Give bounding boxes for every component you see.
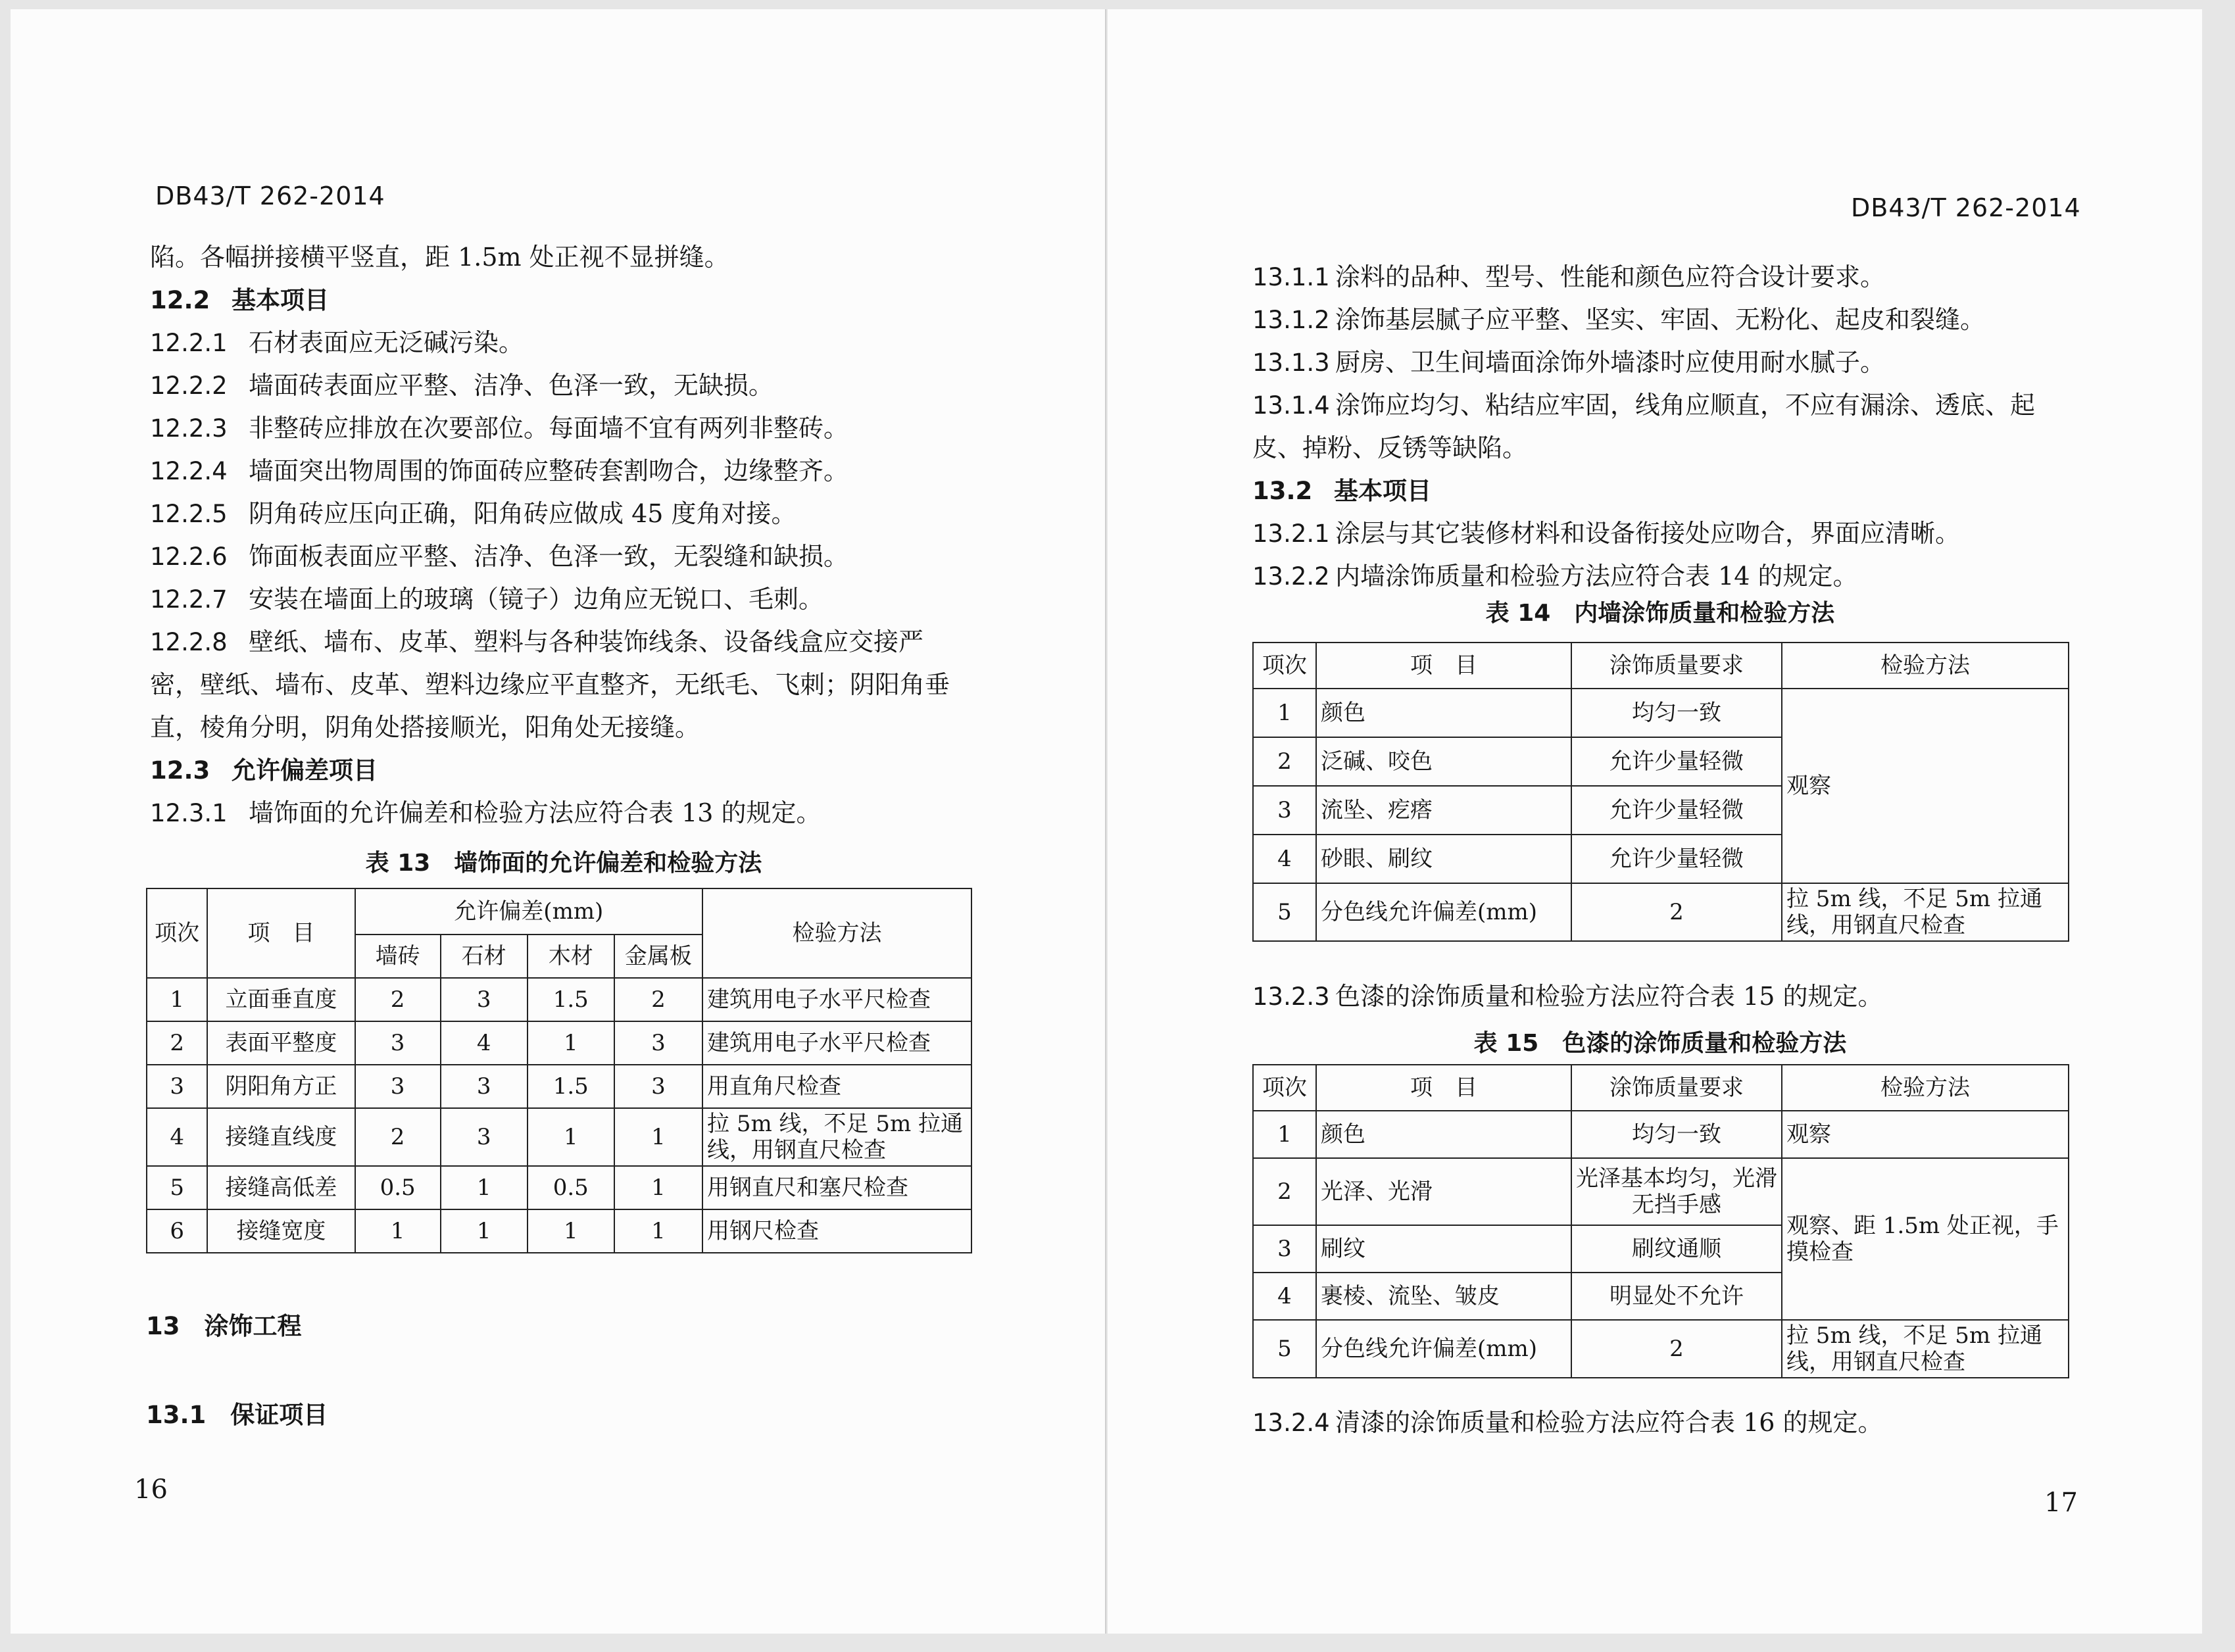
table13-cell: 4 [147, 1108, 207, 1166]
text-line [150, 539, 848, 575]
table-row [147, 1209, 971, 1253]
table13-cell: 3 [614, 1021, 702, 1065]
table14-cell: 允许少量轻微 [1571, 737, 1782, 786]
table13 [146, 888, 972, 1253]
page-header: DB43/T 262-2014 [155, 182, 385, 210]
clause-number: 12.2.1 [150, 329, 228, 357]
page-number: 17 [2044, 1488, 2078, 1518]
table13-cell: 用钢直尺和塞尺检查 [702, 1166, 971, 1209]
table13-cell: 3 [355, 1021, 441, 1065]
table14-cell: 流坠、疙瘩 [1316, 786, 1571, 835]
table15-method-line: 拉 5m 线，不足 5m 拉通线，用钢直尺检查 [1782, 1320, 2069, 1378]
table-row [147, 1021, 971, 1065]
clause-number: 12.2 [150, 286, 210, 314]
table13-cell: 1.5 [528, 978, 614, 1021]
section-13-1-heading: 13.1 保证项目 [146, 1401, 328, 1429]
table14-cell: 颜色 [1316, 689, 1571, 737]
table14-header: 项 目 [1316, 643, 1571, 689]
left-page [11, 9, 1106, 1634]
clause-number: 13.1.1 [1252, 263, 1330, 291]
clause-text: 阴角砖应压向正确，阳角砖应做成 45 度角对接。 [249, 499, 797, 528]
section-heading: 允许偏差项目 [232, 756, 378, 785]
table14-cell: 4 [1253, 835, 1316, 883]
table13-cell: 阴阳角方正 [207, 1065, 355, 1108]
table14-cell: 3 [1253, 786, 1316, 835]
clause-text: 涂饰应均匀、粘结应牢固，线角应顺直，不应有漏涂、透底、起 [1335, 391, 2036, 420]
text-line [150, 239, 729, 275]
table14-header: 检验方法 [1782, 643, 2069, 689]
table-row [147, 1108, 971, 1166]
table15-cell: 2 [1571, 1320, 1782, 1378]
table13-cell: 接缝宽度 [207, 1209, 355, 1253]
table13-cell: 3 [441, 1065, 528, 1108]
table15-cell: 颜色 [1316, 1111, 1571, 1158]
clause-number: 13.2 [1252, 477, 1313, 505]
table13-cell: 用直角尺检查 [702, 1065, 971, 1108]
table13-cell: 建筑用电子水平尺检查 [702, 1021, 971, 1065]
clause-text: 直，棱角分明，阴角处搭接顺光，阳角处无接缝。 [150, 713, 700, 742]
right-page [1108, 9, 2202, 1634]
clause-text: 墙面砖表面应平整、洁净、色泽一致，无缺损。 [249, 371, 774, 400]
clause-number: 13.1.4 [1252, 391, 1330, 420]
clause-text: 墙饰面的允许偏差和检验方法应符合表 13 的规定。 [249, 798, 822, 827]
clause-number: 13.2.1 [1252, 520, 1330, 548]
table13-cell: 1 [441, 1166, 528, 1209]
table13-cell: 2 [147, 1021, 207, 1065]
text-line [1252, 387, 2035, 424]
table13-cell: 2 [355, 978, 441, 1021]
clause-number: 12.2.4 [150, 457, 228, 485]
text-line [150, 710, 700, 745]
table15-header: 检验方法 [1782, 1065, 2069, 1111]
table13-caption: 表 13 墙饰面的允许偏差和检验方法 [365, 850, 762, 877]
table13-cell: 立面垂直度 [207, 978, 355, 1021]
table14-cell: 1 [1253, 689, 1316, 737]
table13-subheader: 金属板 [614, 935, 702, 978]
table14-caption: 表 14 内墙涂饰质量和检验方法 [1485, 600, 1835, 627]
clause-number: 13.1.2 [1252, 306, 1330, 334]
table14-cell: 砂眼、刷纹 [1316, 835, 1571, 883]
table13-cell: 1 [355, 1209, 441, 1253]
table13-header-deviation: 允许偏差(mm) [355, 888, 702, 935]
table14-method-line: 拉 5m 线，不足 5m 拉通线，用钢直尺检查 [1782, 883, 2069, 941]
clause-text: 陷。各幅拼接横平竖直，距 1.5m 处正视不显拼缝。 [150, 243, 729, 272]
clause-text: 密，壁纸、墙布、皮革、塑料边缘应平直整齐，无纸毛、飞刺；阴阳角垂 [150, 670, 950, 699]
clause-text: 石材表面应无泛碱污染。 [249, 328, 524, 357]
clause-number: 13.1.3 [1252, 349, 1330, 377]
table13-cell: 接缝高低差 [207, 1166, 355, 1209]
clause-number: 13.2.3 [1252, 983, 1330, 1011]
table14-cell: 2 [1253, 737, 1316, 786]
table13-cell: 1 [614, 1166, 702, 1209]
table15-cell: 光泽、光滑 [1316, 1158, 1571, 1225]
table14-cell: 允许少量轻微 [1571, 835, 1782, 883]
text-line [150, 368, 774, 404]
clause-number: 13.2.4 [1252, 1409, 1330, 1437]
clause-number: 12.2.8 [150, 628, 228, 656]
clause-number: 12.3.1 [150, 799, 228, 827]
table15-cell: 3 [1253, 1225, 1316, 1273]
table-row [147, 1065, 971, 1108]
table13-cell: 3 [441, 978, 528, 1021]
table13-cell: 6 [147, 1209, 207, 1253]
table13-subheader: 墙砖 [355, 935, 441, 978]
clause-number: 12.2.7 [150, 585, 228, 614]
table13-cell: 1.5 [528, 1065, 614, 1108]
text-line [150, 453, 848, 489]
clause-text: 墙面突出物周围的饰面砖应整砖套割吻合，边缘整齐。 [249, 456, 849, 485]
table15-cell: 均匀一致 [1571, 1111, 1782, 1158]
table15 [1252, 1064, 2069, 1378]
table14 [1252, 642, 2069, 942]
table15-method-observe-touch: 观察、距 1.5m 处正视，手摸检查 [1782, 1158, 2069, 1320]
clause-text: 壁纸、墙布、皮革、塑料与各种装饰线条、设备线盒应交接严 [249, 627, 924, 656]
table14-cell: 2 [1571, 883, 1782, 941]
table13-cell: 1 [147, 978, 207, 1021]
section-heading: 基本项目 [1334, 477, 1431, 505]
clause-text: 安装在墙面上的玻璃（镜子）边角应无锐口、毛刺。 [249, 585, 824, 614]
table13-header-item: 项 目 [207, 888, 355, 978]
clause-text: 非整砖应排放在次要部位。每面墙不宜有两列非整砖。 [249, 414, 849, 443]
table13-cell: 1 [441, 1209, 528, 1253]
table13-cell: 拉 5m 线，不足 5m 拉通线，用钢直尺检查 [702, 1108, 971, 1166]
table14-method-observe: 观察 [1782, 689, 2069, 883]
table15-cell: 明显处不允许 [1571, 1273, 1782, 1320]
text-line [150, 496, 797, 532]
text-line [150, 624, 923, 660]
text-line [1252, 473, 1431, 509]
clause-number: 12.3 [150, 756, 210, 785]
table13-cell: 2 [614, 978, 702, 1021]
text-line [1252, 259, 1885, 295]
text-line [150, 667, 950, 702]
table15-cell: 裹棱、流坠、皱皮 [1316, 1273, 1571, 1320]
table14-cell: 分色线允许偏差(mm) [1316, 883, 1571, 941]
table14-cell: 泛碱、咬色 [1316, 737, 1571, 786]
clause-number: 12.2.2 [150, 372, 228, 400]
table15-caption: 表 15 色漆的涂饰质量和检验方法 [1473, 1030, 1847, 1057]
table13-cell: 3 [147, 1065, 207, 1108]
clause-text: 厨房、卫生间墙面涂饰外墙漆时应使用耐水腻子。 [1335, 348, 1886, 377]
table15-cell: 1 [1253, 1111, 1316, 1158]
text-line [1252, 345, 1885, 381]
table13-cell: 用钢尺检查 [702, 1209, 971, 1253]
table13-body [147, 978, 971, 1253]
table15-cell: 分色线允许偏差(mm) [1316, 1320, 1571, 1378]
table13-cell: 5 [147, 1166, 207, 1209]
table13-cell: 0.5 [528, 1166, 614, 1209]
text-line [150, 325, 524, 361]
table15-cell: 刷纹通顺 [1571, 1225, 1782, 1273]
text-line [1252, 516, 1960, 552]
table13-cell: 3 [441, 1108, 528, 1166]
table13-cell: 接缝直线度 [207, 1108, 355, 1166]
text-line [150, 795, 822, 831]
clause-number: 12.2.6 [150, 543, 228, 571]
page-number: 16 [134, 1474, 168, 1505]
table13-header-index: 项次 [147, 888, 207, 978]
table14-header: 项次 [1253, 643, 1316, 689]
table13-cell: 3 [614, 1065, 702, 1108]
table14-cell: 5 [1253, 883, 1316, 941]
table13-header-method: 检验方法 [702, 888, 971, 978]
table14-cell: 允许少量轻微 [1571, 786, 1782, 835]
table14-header: 涂饰质量要求 [1571, 643, 1782, 689]
section-13-heading: 13 涂饰工程 [146, 1312, 302, 1340]
table13-cell: 表面平整度 [207, 1021, 355, 1065]
table-row [147, 1166, 971, 1209]
table13-cell: 0.5 [355, 1166, 441, 1209]
table13-cell: 3 [355, 1065, 441, 1108]
table15-cell: 5 [1253, 1320, 1316, 1378]
table13-cell: 建筑用电子水平尺检查 [702, 978, 971, 1021]
table15-cell: 光泽基本均匀，光滑无挡手感 [1571, 1158, 1782, 1225]
text-line [150, 752, 378, 789]
table13-subheader: 石材 [441, 935, 528, 978]
table15-header: 项 目 [1316, 1065, 1571, 1111]
clause-text: 饰面板表面应平整、洁净、色泽一致，无裂缝和缺损。 [249, 542, 849, 571]
section-heading: 基本项目 [232, 286, 329, 314]
clause-number: 13.2.2 [1252, 562, 1330, 591]
table13-cell: 1 [528, 1108, 614, 1166]
clause-text: 皮、掉粉、反锈等缺陷。 [1252, 433, 1528, 462]
clause-text: 涂料的品种、型号、性能和颜色应符合设计要求。 [1335, 262, 1886, 291]
table13-cell: 4 [441, 1021, 528, 1065]
table15-cell: 刷纹 [1316, 1225, 1571, 1273]
text-line-13-2-4 [1252, 1405, 1883, 1441]
clause-text: 涂饰基层腻子应平整、坚实、牢固、无粉化、起皮和裂缝。 [1335, 305, 1986, 334]
table15-header: 涂饰质量要求 [1571, 1065, 1782, 1111]
clause-text: 涂层与其它装修材料和设备衔接处应吻合，界面应清晰。 [1335, 519, 1961, 548]
text-line [150, 410, 848, 447]
clause-number: 12.2.5 [150, 500, 228, 528]
table14-cell: 均匀一致 [1571, 689, 1782, 737]
clause-number: 12.2.3 [150, 414, 228, 443]
table13-cell: 1 [528, 1021, 614, 1065]
clause-text: 内墙涂饰质量和检验方法应符合表 14 的规定。 [1335, 562, 1858, 591]
text-line [1252, 430, 1527, 466]
table-row [147, 978, 971, 1021]
table15-header: 项次 [1253, 1065, 1316, 1111]
text-line [1252, 558, 1858, 595]
table13-cell: 1 [614, 1108, 702, 1166]
clause-text: 色漆的涂饰质量和检验方法应符合表 15 的规定。 [1335, 982, 1883, 1011]
table13-subheader: 木材 [528, 935, 614, 978]
table13-cell: 1 [528, 1209, 614, 1253]
clause-text: 清漆的涂饰质量和检验方法应符合表 16 的规定。 [1335, 1408, 1883, 1437]
text-line-13-2-3 [1252, 979, 1883, 1015]
table13-cell: 1 [614, 1209, 702, 1253]
page-header: DB43/T 262-2014 [1851, 193, 2081, 222]
text-line [1252, 302, 1985, 338]
table13-cell: 2 [355, 1108, 441, 1166]
table15-method-observe: 观察 [1782, 1111, 2069, 1158]
text-line [150, 282, 329, 318]
table15-cell: 4 [1253, 1273, 1316, 1320]
table15-cell: 2 [1253, 1158, 1316, 1225]
text-line [150, 581, 823, 618]
